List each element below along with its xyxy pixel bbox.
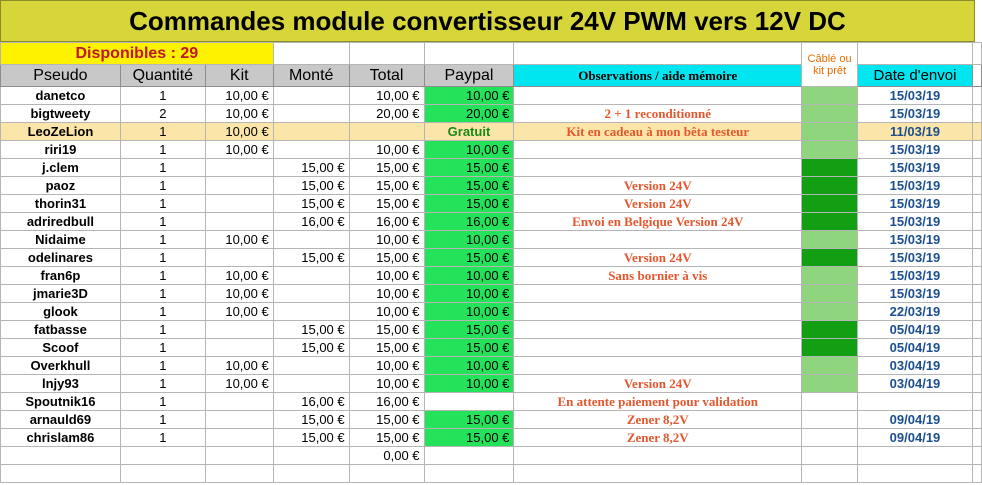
empty-cell[interactable]	[972, 375, 981, 393]
quantite-cell[interactable]: 1	[120, 321, 205, 339]
observation-cell[interactable]	[514, 465, 802, 483]
observation-cell[interactable]	[514, 357, 802, 375]
total-cell[interactable]	[349, 465, 424, 483]
cable-status-cell[interactable]	[802, 465, 858, 483]
pseudo-cell[interactable]: glook	[1, 303, 121, 321]
disponibles-row	[1, 43, 982, 65]
empty-cell[interactable]	[972, 65, 981, 87]
paypal-cell[interactable]: 15,00 €	[424, 159, 514, 177]
empty-cell[interactable]	[972, 285, 981, 303]
paypal-cell[interactable]	[424, 393, 514, 411]
pseudo-cell[interactable]: lnjy93	[1, 375, 121, 393]
total-cell[interactable]: 10,00 €	[349, 357, 424, 375]
quantite-cell[interactable]: 1	[120, 339, 205, 357]
table-row	[1, 447, 982, 465]
observation-cell[interactable]: Version 24V	[514, 375, 802, 393]
quantite-cell[interactable]: 1	[120, 195, 205, 213]
date-envoi-cell[interactable]: 15/03/19	[858, 285, 973, 303]
quantite-cell[interactable]: 1	[120, 87, 205, 105]
date-envoi-cell[interactable]: 15/03/19	[858, 159, 973, 177]
kit-cell[interactable]: 10,00 €	[205, 105, 273, 123]
monte-cell[interactable]	[273, 375, 349, 393]
empty-cell[interactable]	[972, 159, 981, 177]
header-kit[interactable]: Kit	[205, 65, 273, 87]
monte-cell[interactable]	[273, 303, 349, 321]
header-quantite[interactable]: Quantité	[120, 65, 205, 87]
cable-status-cell[interactable]	[802, 159, 858, 177]
date-envoi-cell[interactable]: 15/03/19	[858, 249, 973, 267]
total-cell[interactable]: 15,00 €	[349, 339, 424, 357]
table-row	[1, 429, 982, 447]
monte-cell[interactable]: 15,00 €	[273, 411, 349, 429]
table-row	[1, 339, 982, 357]
cable-status-cell[interactable]	[802, 231, 858, 249]
observation-cell[interactable]: Sans bornier à vis	[514, 267, 802, 285]
quantite-cell[interactable]: 1	[120, 375, 205, 393]
date-envoi-cell[interactable]: 05/04/19	[858, 321, 973, 339]
paypal-cell[interactable]: 15,00 €	[424, 411, 514, 429]
kit-cell[interactable]: 10,00 €	[205, 267, 273, 285]
header-paypal[interactable]: Paypal	[424, 65, 514, 87]
paypal-cell[interactable]: 10,00 €	[424, 141, 514, 159]
paypal-cell[interactable]: 16,00 €	[424, 213, 514, 231]
table-row	[1, 87, 982, 105]
pseudo-cell[interactable]: Overkhull	[1, 357, 121, 375]
total-cell[interactable]: 10,00 €	[349, 267, 424, 285]
empty-cell[interactable]	[972, 141, 981, 159]
paypal-cell[interactable]	[424, 465, 514, 483]
quantite-cell[interactable]	[120, 447, 205, 465]
date-envoi-cell[interactable]: 03/04/19	[858, 375, 973, 393]
total-cell[interactable]: 15,00 €	[349, 159, 424, 177]
total-cell[interactable]: 16,00 €	[349, 213, 424, 231]
sheet-title: Commandes module convertisseur 24V PWM vers 12V DC	[0, 0, 975, 42]
monte-cell[interactable]: 15,00 €	[273, 159, 349, 177]
quantite-cell[interactable]: 1	[120, 231, 205, 249]
empty-cell[interactable]	[972, 177, 981, 195]
table-row	[1, 213, 982, 231]
pseudo-cell[interactable]: thorin31	[1, 195, 121, 213]
kit-cell[interactable]	[205, 249, 273, 267]
monte-cell[interactable]	[273, 465, 349, 483]
paypal-cell[interactable]: 15,00 €	[424, 429, 514, 447]
date-envoi-cell[interactable]: 11/03/19	[858, 123, 973, 141]
pseudo-cell[interactable]: Nidaime	[1, 231, 121, 249]
monte-cell[interactable]	[273, 87, 349, 105]
cable-status-cell[interactable]	[802, 429, 858, 447]
table-row	[1, 159, 982, 177]
monte-cell[interactable]	[273, 285, 349, 303]
table-row	[1, 285, 982, 303]
table-row	[1, 393, 982, 411]
total-cell[interactable]: 15,00 €	[349, 321, 424, 339]
cable-status-cell[interactable]	[802, 375, 858, 393]
cable-status-cell[interactable]	[802, 249, 858, 267]
kit-cell[interactable]	[205, 411, 273, 429]
pseudo-cell[interactable]: j.clem	[1, 159, 121, 177]
observation-cell[interactable]: Version 24V	[514, 177, 802, 195]
total-cell[interactable]: 10,00 €	[349, 231, 424, 249]
empty-cell[interactable]	[972, 447, 981, 465]
observation-cell[interactable]	[514, 303, 802, 321]
kit-cell[interactable]: 10,00 €	[205, 231, 273, 249]
orders-table	[0, 42, 982, 483]
total-cell[interactable]: 10,00 €	[349, 375, 424, 393]
total-cell[interactable]: 20,00 €	[349, 105, 424, 123]
paypal-cell[interactable]: 15,00 €	[424, 249, 514, 267]
empty-cell[interactable]	[972, 195, 981, 213]
total-cell[interactable]: 10,00 €	[349, 303, 424, 321]
kit-cell[interactable]: 10,00 €	[205, 357, 273, 375]
monte-cell[interactable]	[273, 123, 349, 141]
total-cell[interactable]: 0,00 €	[349, 447, 424, 465]
pseudo-cell[interactable]: fatbasse	[1, 321, 121, 339]
observation-cell[interactable]: 2 + 1 reconditionné	[514, 105, 802, 123]
date-envoi-cell[interactable]: 05/04/19	[858, 339, 973, 357]
pseudo-cell[interactable]: arnauld69	[1, 411, 121, 429]
date-envoi-cell[interactable]: 15/03/19	[858, 267, 973, 285]
cable-header-cell[interactable]: Câblé ou kit prêt	[802, 43, 858, 87]
pseudo-cell[interactable]: Spoutnik16	[1, 393, 121, 411]
kit-cell[interactable]	[205, 429, 273, 447]
table-row	[1, 267, 982, 285]
date-envoi-cell[interactable]	[858, 447, 973, 465]
date-envoi-cell[interactable]: 15/03/19	[858, 141, 973, 159]
cable-status-cell[interactable]	[802, 123, 858, 141]
empty-cell[interactable]	[972, 43, 981, 65]
kit-cell[interactable]	[205, 159, 273, 177]
table-row	[1, 465, 982, 483]
cable-status-cell[interactable]	[802, 447, 858, 465]
date-envoi-cell[interactable]	[858, 393, 973, 411]
pseudo-cell[interactable]: riri19	[1, 141, 121, 159]
date-envoi-cell[interactable]: 22/03/19	[858, 303, 973, 321]
monte-cell[interactable]	[273, 447, 349, 465]
date-envoi-cell[interactable]: 15/03/19	[858, 87, 973, 105]
empty-cell[interactable]	[972, 429, 981, 447]
table-row	[1, 357, 982, 375]
empty-cell[interactable]	[972, 267, 981, 285]
empty-cell[interactable]	[858, 43, 973, 65]
quantite-cell[interactable]: 1	[120, 177, 205, 195]
paypal-cell[interactable]: 15,00 €	[424, 195, 514, 213]
empty-cell[interactable]	[273, 43, 349, 65]
disponibles-cell[interactable]: Disponibles : 29	[1, 43, 274, 65]
observation-cell[interactable]: Zener 8,2V	[514, 429, 802, 447]
total-cell[interactable]: 15,00 €	[349, 195, 424, 213]
monte-cell[interactable]: 15,00 €	[273, 249, 349, 267]
kit-cell[interactable]	[205, 393, 273, 411]
kit-cell[interactable]	[205, 447, 273, 465]
cable-status-cell[interactable]	[802, 177, 858, 195]
monte-cell[interactable]	[273, 231, 349, 249]
kit-cell[interactable]: 10,00 €	[205, 303, 273, 321]
paypal-cell[interactable]: 10,00 €	[424, 357, 514, 375]
kit-cell[interactable]: 10,00 €	[205, 123, 273, 141]
kit-cell[interactable]	[205, 213, 273, 231]
pseudo-cell[interactable]: Scoof	[1, 339, 121, 357]
pseudo-cell[interactable]: LeoZeLion	[1, 123, 121, 141]
header-observations[interactable]: Observations / aide mémoire	[514, 65, 802, 87]
kit-cell[interactable]: 10,00 €	[205, 87, 273, 105]
kit-cell[interactable]: 10,00 €	[205, 285, 273, 303]
table-row	[1, 123, 982, 141]
table-row	[1, 375, 982, 393]
date-envoi-cell[interactable]: 15/03/19	[858, 177, 973, 195]
date-envoi-cell[interactable]: 09/04/19	[858, 411, 973, 429]
table-row	[1, 321, 982, 339]
quantite-cell[interactable]: 1	[120, 303, 205, 321]
monte-cell[interactable]: 15,00 €	[273, 177, 349, 195]
pseudo-cell[interactable]: danetco	[1, 87, 121, 105]
header-date-envoi[interactable]: Date d'envoi	[858, 65, 973, 87]
pseudo-cell[interactable]: odelinares	[1, 249, 121, 267]
kit-cell[interactable]	[205, 465, 273, 483]
total-cell[interactable]: 15,00 €	[349, 411, 424, 429]
table-row	[1, 231, 982, 249]
observation-cell[interactable]	[514, 141, 802, 159]
paypal-cell[interactable]: Gratuit	[424, 123, 514, 141]
observation-cell[interactable]	[514, 87, 802, 105]
table-row	[1, 141, 982, 159]
quantite-cell[interactable]: 1	[120, 429, 205, 447]
observation-cell[interactable]	[514, 339, 802, 357]
date-envoi-cell[interactable]: 15/03/19	[858, 213, 973, 231]
empty-cell[interactable]	[972, 303, 981, 321]
paypal-cell[interactable]: 15,00 €	[424, 339, 514, 357]
table-row	[1, 105, 982, 123]
table-row	[1, 303, 982, 321]
empty-cell[interactable]	[972, 465, 981, 483]
pseudo-cell[interactable]	[1, 465, 121, 483]
quantite-cell[interactable]	[120, 465, 205, 483]
monte-cell[interactable]: 15,00 €	[273, 195, 349, 213]
total-cell[interactable]: 10,00 €	[349, 87, 424, 105]
header-total[interactable]: Total	[349, 65, 424, 87]
cable-status-cell[interactable]	[802, 87, 858, 105]
empty-cell[interactable]	[972, 339, 981, 357]
cable-status-cell[interactable]	[802, 357, 858, 375]
observation-cell[interactable]	[514, 447, 802, 465]
cable-status-cell[interactable]	[802, 267, 858, 285]
paypal-cell[interactable]: 15,00 €	[424, 177, 514, 195]
quantite-cell[interactable]: 2	[120, 105, 205, 123]
empty-cell[interactable]	[972, 213, 981, 231]
empty-cell[interactable]	[972, 249, 981, 267]
monte-cell[interactable]	[273, 357, 349, 375]
empty-cell[interactable]	[972, 357, 981, 375]
cable-status-cell[interactable]	[802, 285, 858, 303]
paypal-cell[interactable]: 10,00 €	[424, 87, 514, 105]
date-envoi-cell[interactable]: 15/03/19	[858, 195, 973, 213]
cable-status-cell[interactable]	[802, 393, 858, 411]
header-monte[interactable]: Monté	[273, 65, 349, 87]
quantite-cell[interactable]: 1	[120, 267, 205, 285]
kit-cell[interactable]: 10,00 €	[205, 141, 273, 159]
paypal-cell[interactable]: 15,00 €	[424, 321, 514, 339]
quantite-cell[interactable]: 1	[120, 159, 205, 177]
table-row	[1, 195, 982, 213]
quantite-cell[interactable]: 1	[120, 393, 205, 411]
monte-cell[interactable]	[273, 105, 349, 123]
observation-cell[interactable]: Kit en cadeau à mon bêta testeur	[514, 123, 802, 141]
monte-cell[interactable]: 16,00 €	[273, 393, 349, 411]
cable-status-cell[interactable]	[802, 321, 858, 339]
table-row	[1, 249, 982, 267]
total-cell[interactable]: 10,00 €	[349, 141, 424, 159]
table-row	[1, 177, 982, 195]
cable-status-cell[interactable]	[802, 195, 858, 213]
monte-cell[interactable]: 15,00 €	[273, 321, 349, 339]
cable-status-cell[interactable]	[802, 303, 858, 321]
empty-cell[interactable]	[424, 43, 514, 65]
observation-cell[interactable]: Version 24V	[514, 195, 802, 213]
quantite-cell[interactable]: 1	[120, 213, 205, 231]
empty-cell[interactable]	[972, 123, 981, 141]
paypal-cell[interactable]: 10,00 €	[424, 231, 514, 249]
empty-cell[interactable]	[972, 321, 981, 339]
paypal-cell[interactable]: 10,00 €	[424, 303, 514, 321]
table-row	[1, 411, 982, 429]
observation-cell[interactable]: Envoi en Belgique Version 24V	[514, 213, 802, 231]
total-cell[interactable]: 16,00 €	[349, 393, 424, 411]
kit-cell[interactable]	[205, 321, 273, 339]
paypal-cell[interactable]: 20,00 €	[424, 105, 514, 123]
observation-cell[interactable]: En attente paiement pour validation	[514, 393, 802, 411]
observation-cell[interactable]	[514, 159, 802, 177]
quantite-cell[interactable]: 1	[120, 141, 205, 159]
cable-status-cell[interactable]	[802, 105, 858, 123]
monte-cell[interactable]: 16,00 €	[273, 213, 349, 231]
paypal-cell[interactable]: 10,00 €	[424, 267, 514, 285]
pseudo-cell[interactable]: paoz	[1, 177, 121, 195]
date-envoi-cell[interactable]: 09/04/19	[858, 429, 973, 447]
kit-cell[interactable]	[205, 177, 273, 195]
kit-cell[interactable]: 10,00 €	[205, 375, 273, 393]
cable-status-cell[interactable]	[802, 411, 858, 429]
quantite-cell[interactable]: 1	[120, 285, 205, 303]
quantite-cell[interactable]: 1	[120, 123, 205, 141]
cable-status-cell[interactable]	[802, 141, 858, 159]
observation-cell[interactable]	[514, 321, 802, 339]
total-cell[interactable]	[349, 123, 424, 141]
empty-cell[interactable]	[972, 231, 981, 249]
empty-cell[interactable]	[349, 43, 424, 65]
total-cell[interactable]: 15,00 €	[349, 177, 424, 195]
pseudo-cell[interactable]: fran6p	[1, 267, 121, 285]
empty-cell[interactable]	[972, 411, 981, 429]
date-envoi-cell[interactable]: 03/04/19	[858, 357, 973, 375]
empty-cell[interactable]	[972, 87, 981, 105]
empty-cell[interactable]	[972, 105, 981, 123]
kit-cell[interactable]	[205, 339, 273, 357]
monte-cell[interactable]: 15,00 €	[273, 429, 349, 447]
date-envoi-cell[interactable]	[858, 465, 973, 483]
paypal-cell[interactable]: 10,00 €	[424, 375, 514, 393]
pseudo-cell[interactable]: jmarie3D	[1, 285, 121, 303]
pseudo-cell[interactable]	[1, 447, 121, 465]
observation-cell[interactable]	[514, 285, 802, 303]
monte-cell[interactable]	[273, 267, 349, 285]
paypal-cell[interactable]: 10,00 €	[424, 285, 514, 303]
observation-cell[interactable]: Version 24V	[514, 249, 802, 267]
kit-cell[interactable]	[205, 195, 273, 213]
monte-cell[interactable]: 15,00 €	[273, 339, 349, 357]
quantite-cell[interactable]: 1	[120, 249, 205, 267]
cable-status-cell[interactable]	[802, 339, 858, 357]
header-pseudo[interactable]: Pseudo	[1, 65, 121, 87]
quantite-cell[interactable]: 1	[120, 357, 205, 375]
pseudo-cell[interactable]: adriredbull	[1, 213, 121, 231]
date-envoi-cell[interactable]: 15/03/19	[858, 231, 973, 249]
monte-cell[interactable]	[273, 141, 349, 159]
empty-cell[interactable]	[972, 393, 981, 411]
total-cell[interactable]: 10,00 €	[349, 285, 424, 303]
quantite-cell[interactable]: 1	[120, 411, 205, 429]
observation-cell[interactable]: Zener 8,2V	[514, 411, 802, 429]
pseudo-cell[interactable]: bigtweety	[1, 105, 121, 123]
pseudo-cell[interactable]: chrislam86	[1, 429, 121, 447]
date-envoi-cell[interactable]: 15/03/19	[858, 105, 973, 123]
observation-cell[interactable]	[514, 231, 802, 249]
cable-status-cell[interactable]	[802, 213, 858, 231]
paypal-cell[interactable]	[424, 447, 514, 465]
total-cell[interactable]: 15,00 €	[349, 249, 424, 267]
total-cell[interactable]: 15,00 €	[349, 429, 424, 447]
empty-cell[interactable]	[514, 43, 802, 65]
